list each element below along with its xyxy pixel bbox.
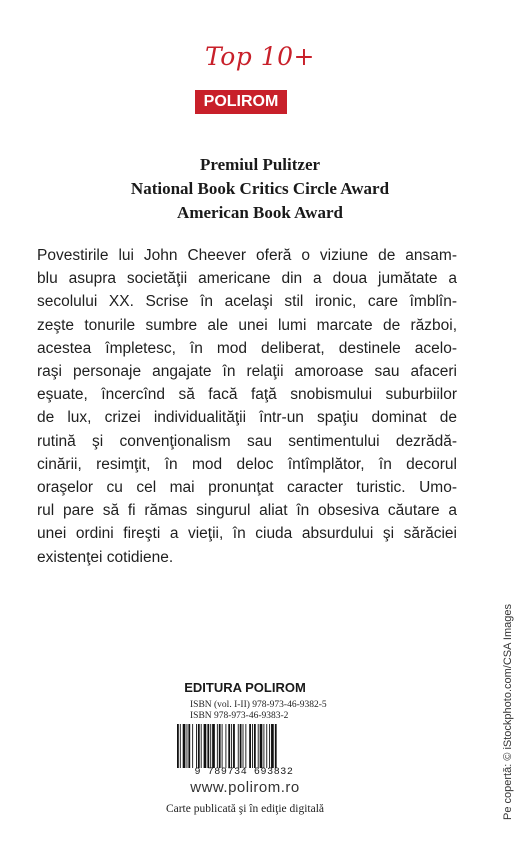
barcode-bar bbox=[249, 724, 251, 768]
barcode-bar bbox=[271, 724, 274, 768]
barcode-graphic bbox=[175, 724, 311, 770]
blurb-line: secolului XX. Scrise în acelaşi stil ironic, care îmblîn- bbox=[37, 293, 457, 311]
barcode-bar bbox=[254, 724, 256, 768]
award-item: Premiul Pulitzer bbox=[199, 155, 321, 174]
barcode-bar bbox=[238, 724, 239, 768]
barcode-bar bbox=[196, 724, 197, 768]
barcode-bar bbox=[245, 724, 246, 768]
award-item: American Book Award bbox=[177, 203, 343, 222]
barcode-bar bbox=[192, 724, 193, 768]
isbn-line: ISBN 978-973-46-9383-2 bbox=[190, 711, 289, 721]
barcode-bar bbox=[266, 724, 267, 768]
book-blurb bbox=[37, 244, 457, 569]
barcode-bar bbox=[219, 724, 221, 768]
series-logo: Top 10+ bbox=[205, 42, 315, 71]
barcode-bar bbox=[207, 724, 209, 768]
barcode-bar bbox=[183, 724, 186, 768]
barcode-bar bbox=[275, 724, 277, 768]
blurb-line: raşi personaje angajate în relaţii amoroase sau afaceri bbox=[37, 363, 457, 381]
isbn-line: ISBN (vol. I-II) 978-973-46-9382-5 bbox=[190, 700, 327, 710]
blurb-line: eşuate, încercînd să facă faţă snobismului suburbiilor bbox=[37, 386, 457, 404]
barcode bbox=[175, 724, 311, 770]
blurb-line: existenţei cotidiene. bbox=[37, 548, 174, 566]
blurb-line: de lux, crizei individualităţii într-un spaţiu dominat de bbox=[37, 409, 457, 427]
barcode-bar bbox=[188, 724, 190, 768]
barcode-bar bbox=[240, 724, 242, 768]
blurb-line: blu asupra societăţii americane din a doua jumătate a bbox=[37, 270, 457, 288]
digital-edition-note: Carte publicată şi în ediţie digitală bbox=[165, 803, 325, 815]
barcode-bar bbox=[187, 724, 188, 768]
blurb-line: rul pare să fi rămas singurul aliat în obsesiva căutare a bbox=[37, 502, 457, 520]
publisher-website: www.polirom.ro bbox=[190, 779, 300, 796]
barcode-bar bbox=[243, 724, 244, 768]
blurb-line: zeşte tonurile sumbre ale unei lumi marcate de război, bbox=[37, 316, 457, 334]
publisher-name: EDITURA POLIROM bbox=[184, 680, 306, 695]
blurb-line: cinării, resimţit, în mod deloc întîmplător, în decorul bbox=[37, 455, 457, 473]
barcode-bar bbox=[228, 724, 230, 768]
barcode-bar bbox=[204, 724, 207, 768]
blurb-line: Povestirile lui John Cheever oferă o viziune de ansam- bbox=[37, 247, 457, 264]
barcode-bar bbox=[212, 724, 215, 768]
barcode-bar bbox=[180, 724, 181, 768]
award-item: National Book Critics Circle Award bbox=[130, 179, 390, 198]
barcode-bar bbox=[233, 724, 235, 768]
barcode-bar bbox=[198, 724, 200, 768]
barcode-bar bbox=[258, 724, 259, 768]
barcode-bar bbox=[210, 724, 211, 768]
barcode-bar bbox=[225, 724, 226, 768]
barcode-bar bbox=[222, 724, 223, 768]
awards-list bbox=[0, 153, 520, 225]
publisher-badge: POLIROM bbox=[195, 90, 287, 114]
barcode-digits: 9 789734 693832 bbox=[194, 767, 294, 778]
blurb-line: acestea împletesc, în mod deliberat, destinele acelo- bbox=[37, 339, 457, 357]
barcode-bar bbox=[201, 724, 202, 768]
blurb-line: oraşelor cu cel mai pronunţat caracter turistic. Umo- bbox=[37, 479, 457, 497]
isbn-block bbox=[190, 700, 330, 722]
cover-credit: Pe copertă: © iStockphoto.com/CSA Images bbox=[502, 604, 514, 820]
barcode-bar bbox=[260, 724, 263, 768]
blurb-line: unei ordini fireşti a vieţii, în ciuda absurdului şi sărăciei bbox=[37, 525, 457, 543]
barcode-bar bbox=[177, 724, 179, 768]
barcode-bar bbox=[263, 724, 264, 768]
blurb-line: rutină şi convenţionalism sau sentimentului dezrădă- bbox=[37, 432, 457, 450]
barcode-bar bbox=[231, 724, 232, 768]
barcode-bar bbox=[252, 724, 253, 768]
barcode-bar bbox=[217, 724, 218, 768]
barcode-bar bbox=[269, 724, 270, 768]
